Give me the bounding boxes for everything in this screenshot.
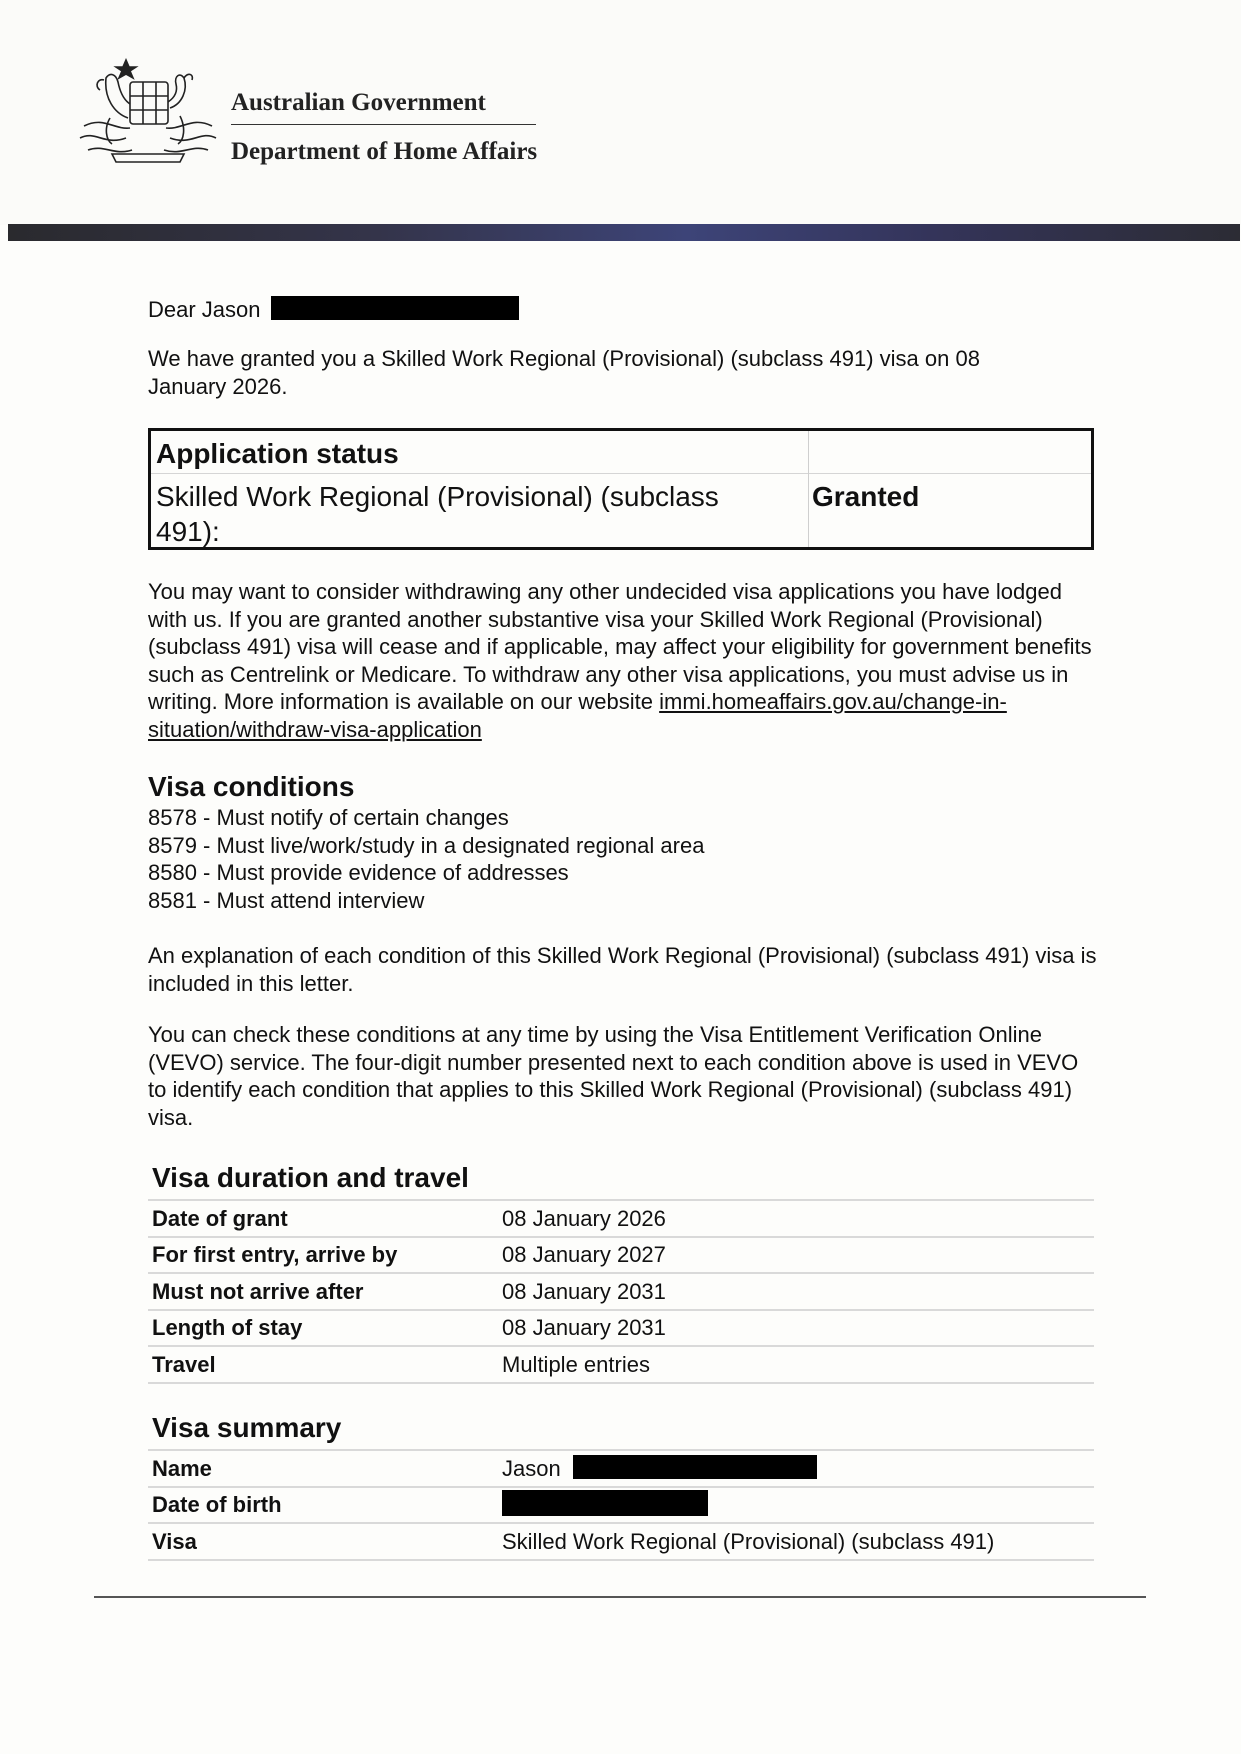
coat-of-arms-icon [74, 58, 222, 168]
table-row [148, 1273, 1094, 1310]
duration-label: Date of grant [148, 1200, 498, 1237]
visa-conditions-list [148, 804, 1098, 914]
redacted-surname [271, 296, 519, 320]
visa-summary-title: Visa summary [152, 1412, 342, 1443]
summary-label: Name [148, 1450, 498, 1487]
table-row [148, 1200, 1094, 1237]
redacted-surname [573, 1455, 817, 1479]
summary-value-cell [498, 1450, 1094, 1487]
visa-summary-table [148, 1449, 1094, 1561]
government-name: Australian Government [231, 88, 536, 125]
duration-value: 08 January 2027 [498, 1237, 1094, 1274]
agency-name [231, 88, 537, 167]
visa-conditions-section [148, 770, 1098, 914]
table-row [148, 1487, 1094, 1524]
duration-value: Multiple entries [498, 1346, 1094, 1383]
duration-label: Length of stay [148, 1310, 498, 1347]
duration-label: Travel [148, 1346, 498, 1383]
table-row [148, 1310, 1094, 1347]
condition-item: 8580 - Must provide evidence of addresses [148, 860, 569, 885]
table-row [148, 1346, 1094, 1383]
summary-value: Jason [502, 1455, 561, 1481]
letter-body [148, 296, 1098, 1554]
visa-conditions-title: Visa conditions [148, 771, 355, 802]
visa-duration-table [148, 1199, 1094, 1384]
application-status-value: Granted [812, 481, 920, 512]
duration-label: Must not arrive after [148, 1273, 498, 1310]
condition-item: 8578 - Must notify of certain changes [148, 805, 509, 830]
letterhead [0, 0, 1241, 225]
conditions-explanation: An explanation of each condition of this Skilled Work Regional (Provisional) (subclass 491) visa is included in this letter. [148, 943, 1097, 996]
condition-item: 8581 - Must attend interview [148, 887, 425, 913]
summary-label: Visa [148, 1523, 498, 1560]
summary-label: Date of birth [148, 1487, 498, 1524]
application-status-label: Skilled Work Regional (Provisional) (subclass 491): [156, 481, 719, 547]
table-row [148, 1237, 1094, 1274]
grant-intro: We have granted you a Skilled Work Regional (Provisional) (subclass 491) visa on 08 January 2026. [148, 346, 980, 399]
summary-value-cell [498, 1487, 1094, 1524]
duration-value: 08 January 2026 [498, 1200, 1094, 1237]
summary-value: Skilled Work Regional (Provisional) (subclass 491) [498, 1523, 1094, 1560]
table-row [148, 1523, 1094, 1560]
condition-item: 8579 - Must live/work/study in a designated regional area [148, 832, 705, 858]
greeting-text: Dear Jason [148, 297, 261, 322]
application-status-title: Application status [156, 438, 399, 469]
duration-value: 08 January 2031 [498, 1273, 1094, 1310]
visa-duration-title: Visa duration and travel [152, 1162, 469, 1193]
vevo-paragraph: You can check these conditions at any time by using the Visa Entitlement Verification Online (VEVO) service. The four-digit number presented next to each condition above is used in VEVO to identify each condition that applies to this Skilled Work Regional (Provisional) (subclass 491) visa. [148, 1022, 1079, 1130]
duration-label: For first entry, arrive by [148, 1237, 498, 1274]
withdraw-text: You may want to consider withdrawing any other undecided visa applications you have lodged with us. If you are granted another substantive visa your Skilled Work Regional (Provisional) (subclass 491) visa will cease and if applicable, may affect your eligibility for government benefits such as Centrelink or Medicare. To withdraw any other visa applications, you must advise us in writing. More information is available on our website [148, 579, 1092, 714]
withdraw-link[interactable]: immi.homeaffairs.gov.au/change-in-situation/withdraw-visa-application [148, 689, 1007, 742]
application-status-box [148, 428, 1094, 550]
greeting [148, 296, 1098, 323]
withdraw-paragraph [148, 578, 1098, 743]
department-name: Department of Home Affairs [231, 138, 538, 165]
redacted-date-of-birth [502, 1490, 708, 1516]
table-row [148, 1450, 1094, 1487]
duration-value: 08 January 2031 [498, 1310, 1094, 1347]
header-band [8, 224, 1240, 241]
footer-divider [94, 1596, 1146, 1598]
